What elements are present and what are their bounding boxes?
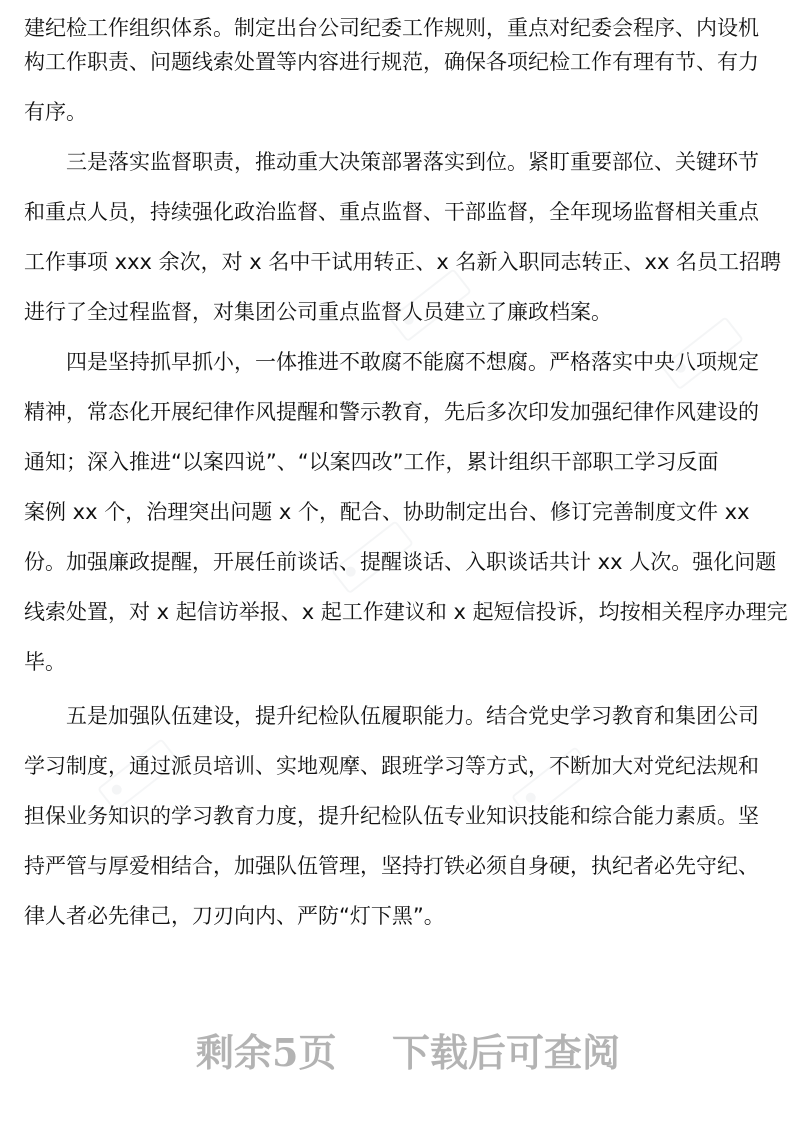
- paragraph-line: 担保业务知识的学习教育力度，提升纪检队伍专业知识技能和综合能力素质。坚: [24, 804, 759, 828]
- paragraph-line: 线索处置，对 x 起信访举报、x 起工作建议和 x 起短信投诉，均按相关程序办理完: [24, 600, 788, 624]
- paragraph-line: 通知；深入推进“以案四说”、“以案四改”工作，累计组织干部职工学习反面: [24, 450, 719, 474]
- paragraph-line: 毕。: [24, 650, 66, 674]
- paragraph-line: 份。加强廉政提醒，开展任前谈话、提醒谈话、入职谈话共计 xx 人次。强化问题: [24, 550, 777, 574]
- paragraph-line: 四是坚持抓早抓小，一体推进不敢腐不能腐不想腐。严格落实中央八项规定: [66, 350, 759, 374]
- paragraph-line: 建纪检工作组织体系。制定出台公司纪委工作规则，重点对纪委会程序、内设机: [24, 16, 759, 40]
- paragraph-line: 有序。: [24, 100, 87, 124]
- paragraph-line: 律人者必先律己，刀刃向内、严防“灯下黑”。: [24, 904, 445, 928]
- remaining-pages-label: 剩余5页: [196, 1030, 337, 1075]
- paragraph-line: 三是落实监督职责，推动重大决策部署落实到位。紧盯重要部位、关键环节: [66, 150, 759, 174]
- paragraph-line: 进行了全过程监督，对集团公司重点监督人员建立了廉政档案。: [24, 300, 612, 324]
- download-prompt[interactable]: [0, 1022, 800, 1082]
- paragraph-line: 五是加强队伍建设，提升纪检队伍履职能力。结合党史学习教育和集团公司: [66, 704, 759, 728]
- paragraph-line: 和重点人员，持续强化政治监督、重点监督、干部监督，全年现场监督相关重点: [24, 200, 759, 224]
- paragraph-line: 精神，常态化开展纪律作风提醒和警示教育，先后多次印发加强纪律作风建设的: [24, 400, 759, 424]
- paragraph-line: 持严管与厚爱相结合，加强队伍管理，坚持打铁必须自身硬，执纪者必先守纪、: [24, 854, 759, 878]
- paragraph-line: 构工作职责、问题线索处置等内容进行规范，确保各项纪检工作有理有节、有力: [24, 50, 759, 74]
- paragraph-line: 学习制度，通过派员培训、实地观摩、跟班学习等方式，不断加大对党纪法规和: [24, 754, 759, 778]
- download-to-view-label: 下载后可查阅: [392, 1030, 621, 1075]
- paragraph-line: 案例 xx 个，治理突出问题 x 个，配合、协助制定出台、修订完善制度文件 xx: [24, 500, 750, 524]
- paragraph-line: 工作事项 xxx 余次，对 x 名中干试用转正、x 名新入职同志转正、xx 名员工招聘: [24, 250, 782, 274]
